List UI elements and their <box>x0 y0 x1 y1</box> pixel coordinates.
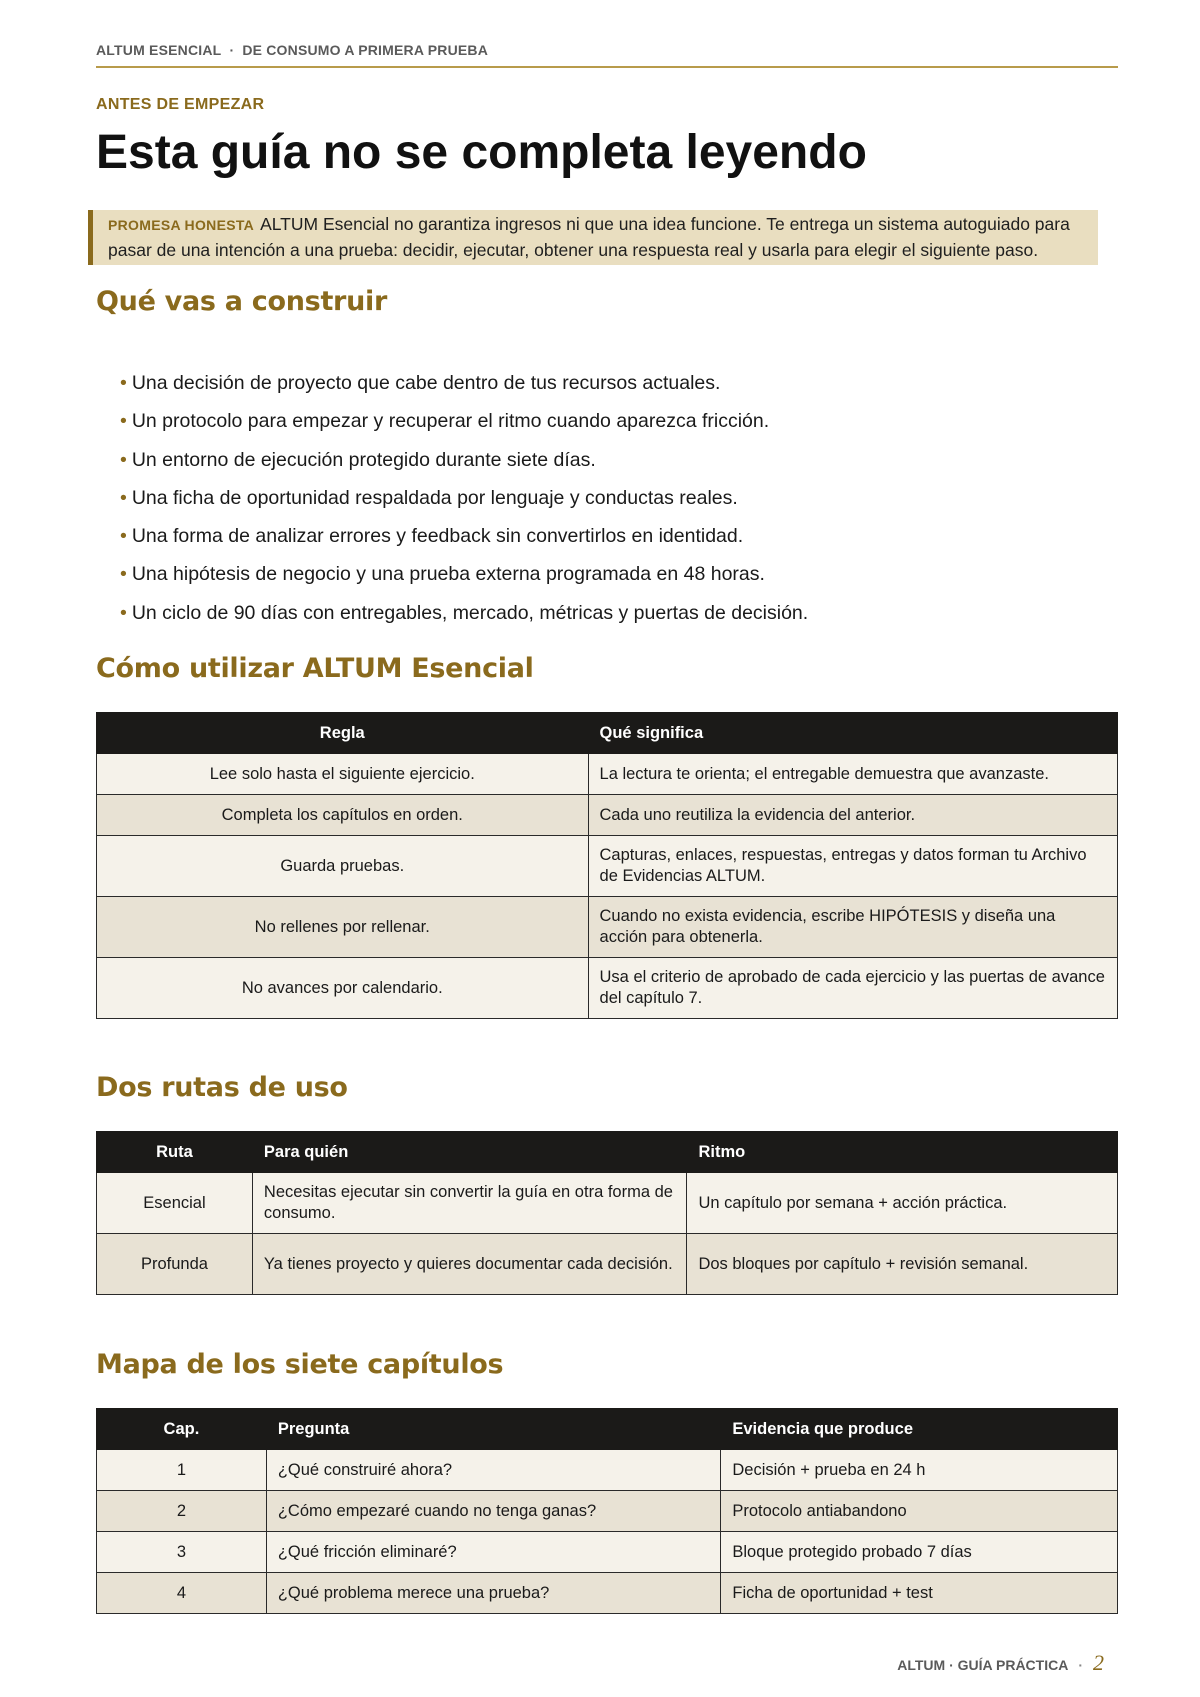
running-header-left: ALTUM ESENCIAL <box>96 42 222 58</box>
list-item-text: Una ficha de oportunidad respaldada por lenguaje y conductas reales. <box>131 486 738 509</box>
table-cell: Ficha de oportunidad + test <box>721 1573 1118 1614</box>
honest-promise-callout <box>88 210 1098 265</box>
callout-text: ALTUM Esencial no garantiza ingresos ni que una idea funcione. Te entrega un sistema autoguiado para pasar de una intención a una prueba: decidir, ejecutar, obtener una respuesta real y usarla para elegir el siguiente paso. <box>108 214 1070 260</box>
section-heading-routes: Dos rutas de uso <box>96 1072 348 1103</box>
usage-rules-table <box>96 712 1118 1019</box>
column-header: Evidencia que produce <box>721 1409 1118 1450</box>
running-header <box>96 42 1118 58</box>
table-cell: No rellenes por rellenar. <box>97 897 589 958</box>
list-item <box>120 364 808 402</box>
table-row <box>97 958 1118 1019</box>
table-header-row <box>97 1409 1118 1450</box>
table-row <box>97 836 1118 897</box>
table-cell: La lectura te orienta; el entregable demuestra que avanzaste. <box>588 754 1117 795</box>
table-cell: Cuando no exista evidencia, escribe HIPÓTESIS y diseña una acción para obtenerla. <box>588 897 1117 958</box>
table-cell: ¿Qué fricción eliminaré? <box>266 1532 721 1573</box>
list-item <box>120 479 808 517</box>
column-header: Pregunta <box>266 1409 721 1450</box>
page-title: Esta guía no se completa leyendo <box>96 126 867 179</box>
table-cell: 3 <box>97 1532 267 1573</box>
table-row <box>97 1234 1118 1295</box>
table-header-row <box>97 713 1118 754</box>
footer-label: ALTUM · GUÍA PRÁCTICA <box>897 1657 1069 1673</box>
table-cell: Usa el criterio de aprobado de cada ejercicio y las puertas de avance del capítulo 7. <box>588 958 1117 1019</box>
footer-separator: · <box>1078 1657 1083 1673</box>
column-header: Qué significa <box>588 713 1117 754</box>
table-row <box>97 1491 1118 1532</box>
bullet-icon: • <box>120 563 127 586</box>
table-cell: No avances por calendario. <box>97 958 589 1019</box>
table-cell: ¿Cómo empezaré cuando no tenga ganas? <box>266 1491 721 1532</box>
table-cell: 2 <box>97 1491 267 1532</box>
list-item-text: Una hipótesis de negocio y una prueba externa programada en 48 horas. <box>131 563 765 586</box>
table-cell: 4 <box>97 1573 267 1614</box>
bullet-icon: • <box>120 525 127 548</box>
table-cell: ¿Qué problema merece una prueba? <box>266 1573 721 1614</box>
table-row <box>97 1532 1118 1573</box>
list-item-text: Un entorno de ejecución protegido durante siete días. <box>131 448 596 471</box>
table-cell: Dos bloques por capítulo + revisión semanal. <box>687 1234 1118 1295</box>
running-header-right: DE CONSUMO A PRIMERA PRUEBA <box>242 42 489 58</box>
build-list <box>120 364 808 632</box>
table-row <box>97 897 1118 958</box>
section-heading-chapter-map: Mapa de los siete capítulos <box>96 1349 504 1380</box>
page-number: 2 <box>1093 1650 1104 1675</box>
running-header-separator: · <box>229 42 235 58</box>
list-item <box>120 555 808 593</box>
list-item-text: Una forma de analizar errores y feedback sin convertirlos en identidad. <box>131 525 744 548</box>
eyebrow-label: ANTES DE EMPEZAR <box>96 96 265 113</box>
table-cell: Profunda <box>97 1234 253 1295</box>
callout-tag: PROMESA HONESTA <box>108 217 255 233</box>
table-cell: Capturas, enlaces, respuestas, entregas y datos forman tu Archivo de Evidencias ALTUM. <box>588 836 1117 897</box>
routes-table <box>96 1131 1118 1295</box>
bullet-icon: • <box>120 601 127 624</box>
list-item <box>120 402 808 440</box>
bullet-icon: • <box>120 486 127 509</box>
table-cell: Bloque protegido probado 7 días <box>721 1532 1118 1573</box>
list-item-text: Una decisión de proyecto que cabe dentro de tus recursos actuales. <box>131 372 721 394</box>
column-header: Ruta <box>97 1132 253 1173</box>
list-item <box>120 441 808 479</box>
list-item-text: Un protocolo para empezar y recuperar el ritmo cuando aparezca fricción. <box>131 410 770 433</box>
table-cell: Cada uno reutiliza la evidencia del anterior. <box>588 795 1117 836</box>
table-row <box>97 795 1118 836</box>
table-row <box>97 1573 1118 1614</box>
table-cell: Lee solo hasta el siguiente ejercicio. <box>97 754 589 795</box>
bullet-icon: • <box>120 410 127 433</box>
section-heading-how-to-use: Cómo utilizar ALTUM Esencial <box>96 653 534 684</box>
list-item-text: Un ciclo de 90 días con entregables, mercado, métricas y puertas de decisión. <box>131 601 809 624</box>
column-header: Regla <box>97 713 589 754</box>
table-row <box>97 754 1118 795</box>
header-rule <box>96 66 1118 68</box>
list-item <box>120 517 808 555</box>
table-cell: Protocolo antiabandono <box>721 1491 1118 1532</box>
table-cell: Decisión + prueba en 24 h <box>721 1450 1118 1491</box>
table-cell: Esencial <box>97 1173 253 1234</box>
table-cell: Un capítulo por semana + acción práctica. <box>687 1173 1118 1234</box>
column-header: Para quién <box>252 1132 687 1173</box>
table-row <box>97 1173 1118 1234</box>
table-cell: Completa los capítulos en orden. <box>97 795 589 836</box>
bullet-icon: • <box>120 448 127 471</box>
table-cell: 1 <box>97 1450 267 1491</box>
chapter-map-table <box>96 1408 1118 1614</box>
table-row <box>97 1450 1118 1491</box>
table-header-row <box>97 1132 1118 1173</box>
bullet-icon: • <box>120 372 127 394</box>
list-item <box>120 594 808 632</box>
table-cell: Ya tienes proyecto y quieres documentar cada decisión. <box>252 1234 687 1295</box>
table-cell: Necesitas ejecutar sin convertir la guía en otra forma de consumo. <box>252 1173 687 1234</box>
table-cell: ¿Qué construiré ahora? <box>266 1450 721 1491</box>
column-header: Cap. <box>97 1409 267 1450</box>
column-header: Ritmo <box>687 1132 1118 1173</box>
page-footer <box>897 1650 1104 1676</box>
table-cell: Guarda pruebas. <box>97 836 589 897</box>
section-heading-build: Qué vas a construir <box>96 286 387 317</box>
